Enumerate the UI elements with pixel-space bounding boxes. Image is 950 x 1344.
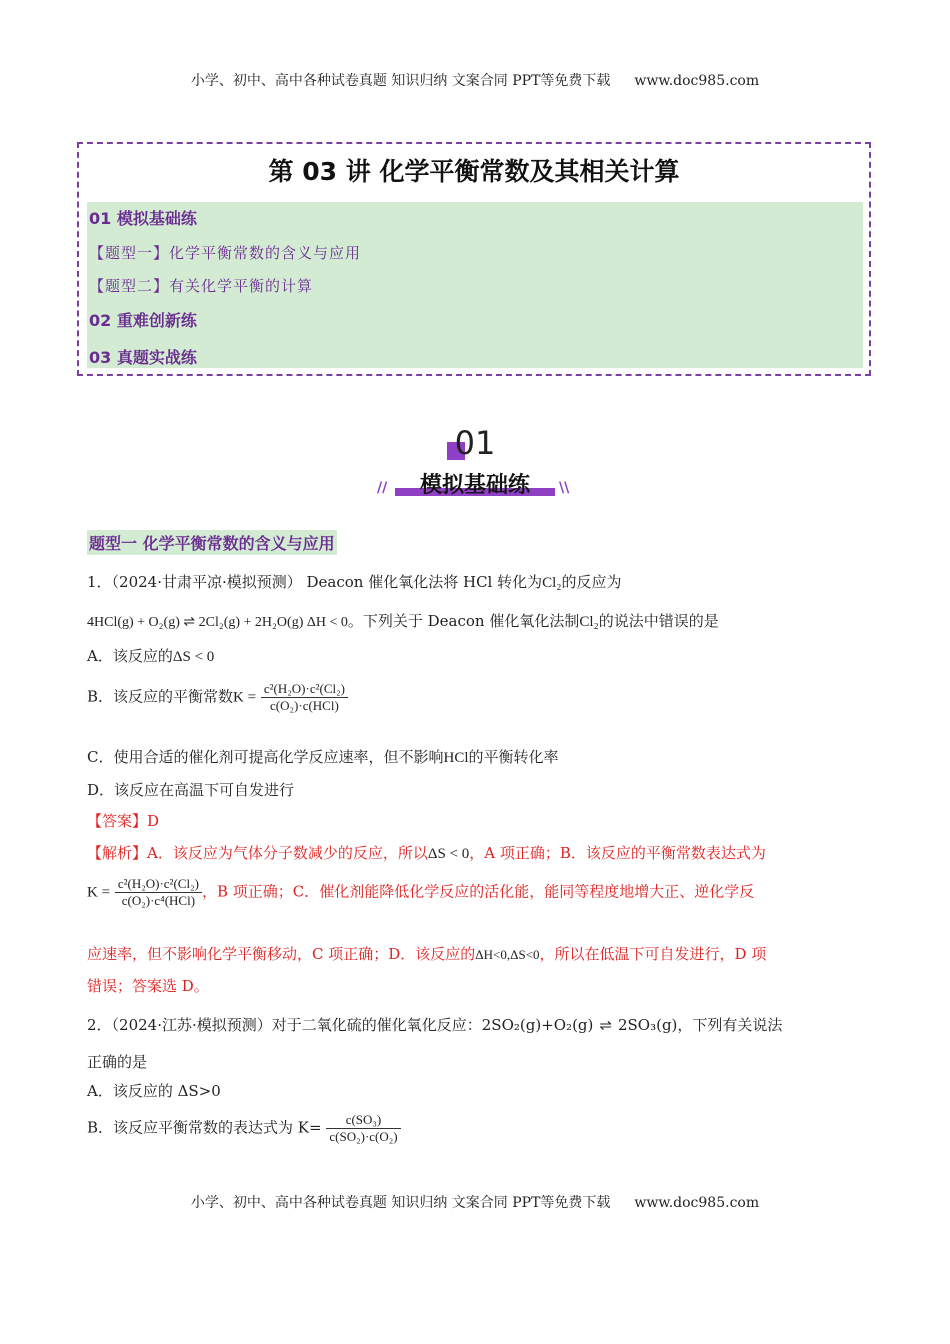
footer-text: 小学、初中、高中各种试卷真题 知识归纳 文案合同 PPT等免费下载: [190, 1195, 611, 1211]
q1-option-b-text: B．该反应的平衡常数: [87, 687, 234, 706]
q2-stem-cont: 正确的是: [87, 1053, 148, 1071]
q2-equilibrium-arrow: ⇌: [599, 1018, 612, 1034]
q2-option-b-fraction: [326, 1112, 400, 1145]
q1-exp-text-1: 【解析】A．该反应为气体分子数减少的反应，所以: [87, 844, 428, 862]
q1-stem-text-2: 的反应为: [561, 573, 622, 591]
q1-exp-text-4: 应速率，但不影响化学平衡移动，C 项正确；D．该反应的: [87, 945, 476, 963]
q1-exp-fraction: [115, 876, 202, 909]
q1-option-b[interactable]: [87, 681, 348, 714]
section-name: 模拟基础练: [419, 473, 530, 498]
q1-option-b-numerator: c²(H₂O)·c²(Cl₂): [261, 681, 348, 698]
q1-explanation-2: [87, 876, 754, 909]
q2-option-a[interactable]: A．该反应的 ΔS>0: [87, 1082, 221, 1100]
q1-stem-text: 1．（2024·甘肃平凉·模拟预测） Deacon 催化氧化法将 HCl 转化为: [87, 573, 543, 591]
q1-exp-text-2: ，A 项正确；B．该反应的平衡常数表达式为: [469, 844, 766, 862]
q1-exp-text-5: ，所以在低温下可自发进行，D 项: [539, 945, 767, 963]
q1-exp-expr-2: ΔH<0,ΔS<0: [475, 947, 540, 962]
lesson-title: 第 03 讲 化学平衡常数及其相关计算: [268, 157, 680, 186]
q1-stem-text-4: 的说法中错误的是: [598, 612, 719, 630]
q2-option-b-numerator: c(SO₃): [326, 1112, 400, 1129]
q1-exp-k: K =: [87, 884, 111, 901]
q1-stem: [87, 571, 622, 592]
q1-option-a-expr: ΔS < 0: [172, 649, 215, 665]
q1-exp-expr-1: ΔS < 0: [427, 846, 470, 862]
header-url[interactable]: www.doc985.com: [634, 73, 760, 89]
toc-item-section-01[interactable]: 01 模拟基础练: [89, 209, 197, 228]
footer-url[interactable]: www.doc985.com: [634, 1195, 760, 1211]
q2-stem-text: 2．（2024·江苏·模拟预测）对于二氧化硫的催化氧化反应：2SO₂(g)+O₂(g): [87, 1016, 594, 1034]
toc-item-section-03[interactable]: 03 真题实战练: [89, 348, 197, 367]
q2-option-b-denominator: c(SO₂)·c(O₂): [329, 1129, 398, 1144]
section-number: 01: [454, 424, 496, 462]
q1-option-a-text: A．该反应的: [87, 647, 173, 665]
toc-item-type-1[interactable]: 【题型一】化学平衡常数的含义与应用: [89, 244, 362, 262]
q1-exp-text-3: ，B 项正确；C．催化剂能降低化学反应的活化能，能同等程度地增大正、逆化学反: [201, 882, 755, 901]
q2-stem-text-2: 2SO₃(g)，下列有关说法: [617, 1016, 783, 1034]
q1-option-a[interactable]: [87, 645, 214, 666]
q1-explanation-4: 错误；答案选 D。: [87, 977, 209, 995]
q2-option-b-text: B．该反应平衡常数的表达式为 K=: [87, 1118, 322, 1137]
q1-exp-numerator: c²(H₂O)·c²(Cl₂): [115, 876, 202, 893]
toc-item-section-02[interactable]: 02 重难创新练: [89, 311, 197, 330]
q1-option-c-hcl: HCl: [443, 750, 469, 766]
q1-equation-line: [87, 610, 719, 631]
q1-option-b-k: K =: [233, 689, 257, 706]
q1-option-b-fraction: [261, 681, 348, 714]
q1-option-c-text: C．使用合适的催化剂可提高化学反应速率，但不影响: [87, 748, 444, 766]
toc-item-type-2[interactable]: 【题型二】有关化学平衡的计算: [89, 277, 314, 295]
page-header: [0, 70, 950, 90]
q1-option-c[interactable]: [87, 746, 559, 767]
slash-right-icon: \\: [559, 480, 570, 496]
q1-option-d[interactable]: D．该反应在高温下可自发进行: [87, 781, 295, 799]
q1-cl2-2: Cl₂: [579, 614, 599, 630]
q1-option-c-text-2: 的平衡转化率: [468, 748, 559, 766]
toc-list: [87, 202, 863, 368]
header-text: 小学、初中、高中各种试卷真题 知识归纳 文案合同 PPT等免费下载: [190, 73, 611, 89]
page-footer: [0, 1192, 950, 1212]
q1-option-b-denominator: c(O₂)·c(HCl): [270, 698, 339, 713]
q1-explanation-1: [87, 842, 766, 863]
slash-left-icon: //: [377, 480, 388, 496]
q1-stem-text-3: 。下列关于 Deacon 催化氧化法制: [347, 612, 580, 630]
q1-explanation-3: [87, 943, 766, 964]
q2-option-b[interactable]: [87, 1112, 401, 1145]
q1-equation: 4HCl(g) + O₂(g) ⇌ 2Cl₂(g) + 2H₂O(g) ΔH < 0: [87, 615, 348, 630]
q1-answer: 【答案】D: [87, 812, 160, 830]
q2-stem: [87, 1014, 782, 1035]
section-banner: [375, 420, 575, 510]
table-of-contents: [77, 142, 871, 376]
q1-exp-denominator: c(O₂)·c⁴(HCl): [121, 893, 196, 908]
topic-heading: 题型一 化学平衡常数的含义与应用: [87, 530, 337, 555]
q1-cl2: Cl₂: [542, 575, 562, 591]
